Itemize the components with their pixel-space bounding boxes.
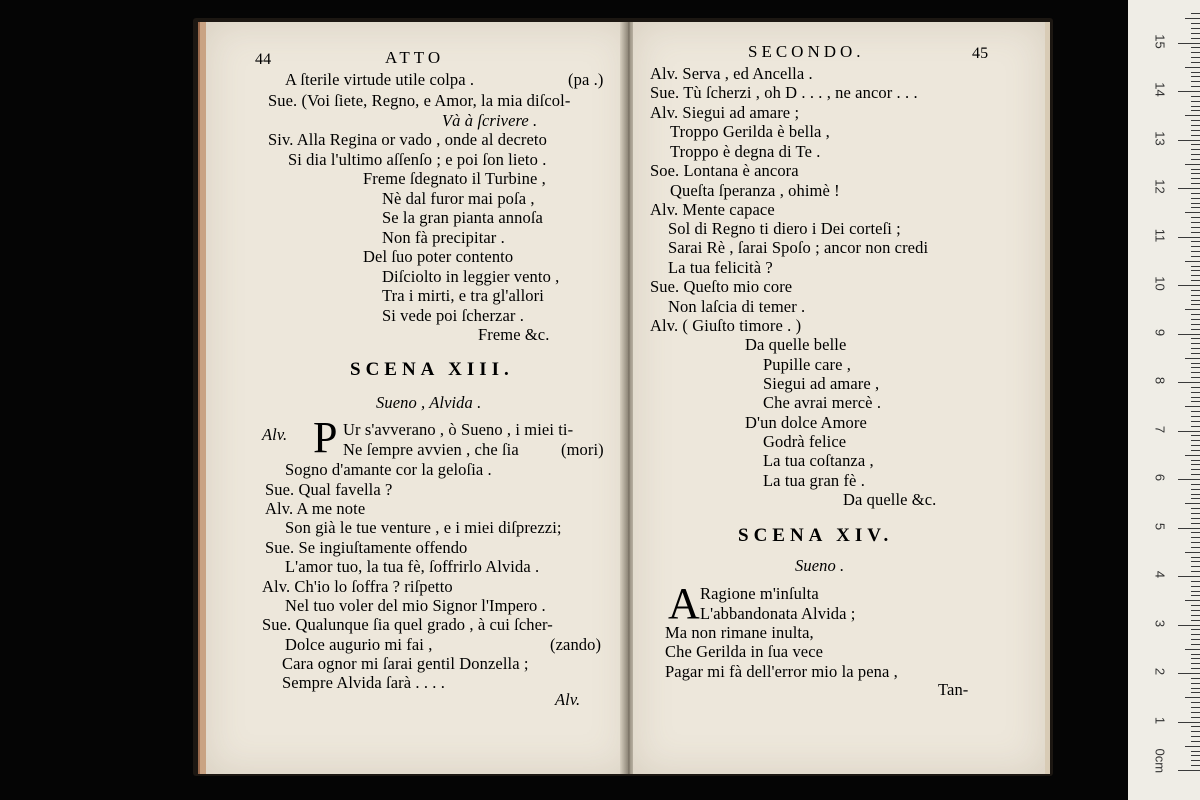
ruler-tick (1191, 474, 1200, 475)
text-line: Nel tuo voler del mio Signor l'Impero . (285, 596, 546, 615)
ruler-tick (1191, 416, 1200, 417)
text-line: Soe. Lontana è ancora (650, 161, 799, 180)
ruler-tick (1191, 397, 1200, 398)
text-line: Se la gran pianta annoſa (382, 208, 543, 227)
measuring-ruler (1128, 0, 1200, 800)
right-running-head: SECONDO. (748, 42, 865, 61)
ruler-tick (1191, 421, 1200, 422)
text-line: Troppo Gerilda è bella , (670, 122, 830, 141)
ruler-tick (1191, 207, 1200, 208)
ruler-tick (1191, 217, 1200, 218)
ruler-tick (1191, 367, 1200, 368)
text-line: Che avrai mercè . (763, 393, 882, 412)
ruler-tick (1178, 722, 1200, 723)
ruler-tick (1191, 348, 1200, 349)
ruler-tick (1185, 164, 1200, 165)
ruler-tick (1191, 595, 1200, 596)
ruler-tick (1191, 620, 1200, 621)
ruler-tick (1191, 658, 1200, 659)
text-line: A ſterile virtude utile colpa . (285, 70, 475, 89)
ruler-tick (1185, 503, 1200, 504)
ruler-tick (1191, 751, 1200, 752)
ruler-tick (1191, 295, 1200, 296)
ruler-tick (1191, 23, 1200, 24)
text-line: La tua coſtanza , (763, 451, 874, 470)
ruler-tick (1191, 38, 1200, 39)
ruler-tick (1191, 251, 1200, 252)
text-line: Sue. Tù ſcherzi , oh D . . . , ne ancor . . . (650, 83, 918, 102)
ruler-tick (1191, 52, 1200, 53)
ruler-tick (1178, 334, 1200, 335)
text-line: Dolce augurio mi fai , (285, 635, 433, 654)
left-page-number: 44 (255, 51, 272, 68)
ruler-label: 5 (1152, 522, 1168, 530)
text-line: Freme ſdegnato il Turbine , (363, 169, 546, 188)
text-line: Non laſcia di temer . (668, 297, 806, 316)
ruler-label: 4 (1152, 570, 1168, 579)
ruler-tick (1191, 72, 1200, 73)
ruler-tick (1191, 183, 1200, 184)
scene-characters: Sueno . (795, 556, 845, 575)
ruler-tick (1191, 445, 1200, 446)
ruler-tick (1191, 736, 1200, 737)
text-line: L'amor tuo, la tua fè, ſoffrirlo Alvida . (285, 557, 540, 576)
ruler-tick (1191, 314, 1200, 315)
ruler-tick (1191, 537, 1200, 538)
ruler-tick (1191, 547, 1200, 548)
ruler-tick (1191, 668, 1200, 669)
text-line: Da quelle &c. (843, 490, 937, 509)
ruler-tick (1191, 489, 1200, 490)
ruler-tick (1191, 28, 1200, 29)
ruler-label: 1 (1152, 716, 1168, 724)
ruler-tick (1191, 222, 1200, 223)
ruler-tick (1191, 741, 1200, 742)
ruler-tick (1191, 154, 1200, 155)
text-line: Alv. A me note (265, 499, 366, 518)
ruler-tick (1191, 149, 1200, 150)
ruler-label: 2 (1152, 667, 1168, 676)
ruler-tick (1191, 178, 1200, 179)
ruler-tick (1191, 232, 1200, 233)
ruler-tick (1191, 110, 1200, 111)
speaker-label: Alv. (262, 425, 288, 444)
ruler-label: 13 (1152, 130, 1168, 146)
text-line: Sue. (Voi ſiete, Regno, e Amor, la mia diſcol- (268, 91, 571, 110)
ruler-tick (1191, 518, 1200, 519)
ruler-tick (1191, 280, 1200, 281)
ruler-tick (1185, 67, 1200, 68)
ruler-tick (1191, 731, 1200, 732)
ruler-tick (1191, 125, 1200, 126)
ruler-tick (1178, 285, 1200, 286)
ruler-tick (1178, 43, 1200, 44)
ruler-tick (1185, 455, 1200, 456)
text-line: Nè dal furor mai poſa , (382, 189, 535, 208)
ruler-tick (1191, 120, 1200, 121)
ruler-tick (1191, 765, 1200, 766)
ruler-tick (1191, 363, 1200, 364)
text-line: Da quelle belle (745, 335, 847, 354)
ruler-tick (1191, 566, 1200, 567)
ruler-tick (1191, 581, 1200, 582)
ruler-tick (1191, 173, 1200, 174)
text-line: Ur s'avverano , ò Sueno , i miei ti- (343, 420, 574, 439)
stage-direction: Và à ſcrivere . (442, 111, 538, 130)
ruler-tick (1191, 469, 1200, 470)
ruler-label: 8 (1152, 376, 1168, 385)
ruler-tick (1191, 712, 1200, 713)
ruler-tick (1191, 193, 1200, 194)
drop-cap: P (313, 413, 338, 462)
text-line: Queſta ſperanza , ohimè ! (670, 181, 840, 200)
ruler-tick (1191, 319, 1200, 320)
ruler-tick (1191, 717, 1200, 718)
text-line: Siv. Alla Regina or vado , onde al decreto (268, 130, 547, 149)
ruler-tick (1191, 57, 1200, 58)
ruler-label: 3 (1152, 619, 1168, 627)
text-line: Non fà precipitar . (382, 228, 505, 247)
ruler-tick (1191, 338, 1200, 339)
ruler-tick (1191, 688, 1200, 689)
ruler-tick (1191, 343, 1200, 344)
ruler-tick (1191, 300, 1200, 301)
ruler-tick (1191, 557, 1200, 558)
ruler-tick (1191, 62, 1200, 63)
ruler-tick (1178, 237, 1200, 238)
ruler-tick (1191, 159, 1200, 160)
ruler-label: 6 (1152, 473, 1168, 482)
ruler-tick (1178, 188, 1200, 189)
text-line: Sue. Queſto mio core (650, 277, 793, 296)
ruler-tick (1191, 387, 1200, 388)
ruler-tick (1191, 464, 1200, 465)
ruler-tick (1191, 508, 1200, 509)
ruler-tick (1185, 552, 1200, 553)
ruler-tick (1191, 275, 1200, 276)
ruler-tick (1191, 411, 1200, 412)
text-line: Ne ſempre avvien , che ſia (343, 440, 519, 459)
text-line: Si vede poi ſcherzar . (382, 306, 524, 325)
text-line: Si dia l'ultimo aſſenſo ; e poi ſon lieto . (288, 150, 547, 169)
text-line: Freme &c. (478, 325, 550, 344)
ruler-tick (1185, 649, 1200, 650)
text-line: Alv. Siegui ad amare ; (650, 103, 800, 122)
ruler-tick (1191, 324, 1200, 325)
text-line: L'abbandonata Alvida ; (700, 604, 856, 623)
ruler-tick (1191, 377, 1200, 378)
catchword: Alv. (555, 690, 581, 709)
text-line: Sogno d'amante cor la geloſia . (285, 460, 492, 479)
ruler-tick (1191, 692, 1200, 693)
ruler-tick (1191, 726, 1200, 727)
text-line: Alv. Mente capace (650, 200, 775, 219)
ruler-tick (1185, 406, 1200, 407)
ruler-tick (1191, 605, 1200, 606)
scene-heading: SCENA XIV. (738, 525, 894, 546)
text-line: Sarai Rè , ſarai Spoſo ; ancor non credi (668, 238, 929, 257)
ruler-tick (1191, 513, 1200, 514)
ruler-tick (1185, 309, 1200, 310)
text-line: Troppo è degna di Te . (670, 142, 821, 161)
text-line: Ragione m'inſulta (700, 584, 819, 603)
ruler-tick (1191, 435, 1200, 436)
ruler-tick (1191, 644, 1200, 645)
ruler-tick (1191, 329, 1200, 330)
text-line: Siegui ad amare , (763, 374, 880, 393)
ruler-tick (1191, 392, 1200, 393)
ruler-tick (1178, 140, 1200, 141)
ruler-tick (1191, 241, 1200, 242)
ruler-tick (1191, 76, 1200, 77)
ruler-tick (1191, 542, 1200, 543)
ruler-label: 11 (1152, 228, 1168, 242)
text-line: Sue. Qualunque ſia quel grado , à cui ſcher- (262, 615, 553, 634)
left-running-head: ATTO (385, 48, 445, 67)
ruler-tick (1185, 115, 1200, 116)
ruler-tick (1191, 106, 1200, 107)
text-line: Alv. ( Giuſto timore . ) (650, 316, 802, 335)
ruler-tick (1191, 426, 1200, 427)
ruler-tick (1191, 304, 1200, 305)
ruler-tick (1191, 33, 1200, 34)
text-line: Tra i mirti, e tra gl'allori (382, 286, 544, 305)
ruler-tick (1191, 639, 1200, 640)
text-line: Ma non rimane inulta, (665, 623, 814, 642)
text-line: La tua felicità ? (668, 258, 773, 277)
catchword: Tan- (938, 680, 969, 699)
drop-cap: A (668, 579, 700, 628)
ruler-tick (1178, 673, 1200, 674)
text-line: Son già le tue venture , e i miei diſprezzi; (285, 518, 562, 537)
ruler-tick (1185, 18, 1200, 19)
ruler-tick (1191, 372, 1200, 373)
text-line: La tua gran fè . (763, 471, 865, 490)
text-line: Sue. Se ingiuſtamente offendo (265, 538, 468, 557)
ruler-tick (1191, 86, 1200, 87)
ruler-tick (1178, 431, 1200, 432)
ruler-tick (1191, 401, 1200, 402)
ruler-tick (1191, 440, 1200, 441)
ruler-tick (1191, 290, 1200, 291)
ruler-tick (1191, 707, 1200, 708)
ruler-tick (1178, 479, 1200, 480)
ruler-tick (1191, 169, 1200, 170)
ruler-tick (1191, 634, 1200, 635)
text-line: D'un dolce Amore (745, 413, 867, 432)
text-line: Sue. Qual favella ? (265, 480, 393, 499)
text-line: Sempre Alvida ſarà . . . . (282, 673, 445, 692)
ruler-tick (1191, 683, 1200, 684)
ruler-tick (1191, 494, 1200, 495)
ruler-tick (1191, 532, 1200, 533)
ruler-tick (1191, 523, 1200, 524)
ruler-tick (1185, 697, 1200, 698)
ruler-tick (1178, 528, 1200, 529)
ruler-tick (1191, 96, 1200, 97)
ruler-tick (1191, 629, 1200, 630)
ruler-label: 10 (1152, 276, 1168, 291)
ruler-tick (1191, 460, 1200, 461)
ruler-tick (1178, 576, 1200, 577)
ruler-tick (1191, 101, 1200, 102)
ruler-tick (1178, 91, 1200, 92)
scene-heading: SCENA XIII. (350, 359, 514, 380)
ruler-tick (1191, 270, 1200, 271)
text-line: (pa .) (568, 70, 604, 89)
ruler-tick (1191, 498, 1200, 499)
ruler-label: 14 (1152, 82, 1168, 97)
ruler-label: 0cm (1152, 748, 1168, 774)
ruler-tick (1185, 212, 1200, 213)
ruler-tick (1178, 382, 1200, 383)
text-line: Diſciolto in leggier vento , (382, 267, 560, 286)
ruler-tick (1178, 770, 1200, 771)
ruler-tick (1185, 261, 1200, 262)
ruler-tick (1178, 625, 1200, 626)
ruler-tick (1191, 203, 1200, 204)
ruler-tick (1191, 663, 1200, 664)
ruler-label: 7 (1152, 425, 1168, 433)
ruler-tick (1185, 358, 1200, 359)
text-line: Pupille care , (763, 355, 851, 374)
text-line: Sol di Regno ti diero i Dei corteſi ; (668, 219, 901, 238)
ruler-tick (1191, 198, 1200, 199)
scene-characters: Sueno , Alvida . (376, 393, 482, 412)
text-line: Cara ognor mi ſarai gentil Donzella ; (282, 654, 529, 673)
ruler-tick (1191, 450, 1200, 451)
text-line: Pagar mi fà dell'error mio la pena , (665, 662, 898, 681)
ruler-tick (1191, 755, 1200, 756)
ruler-tick (1191, 484, 1200, 485)
ruler-tick (1191, 586, 1200, 587)
ruler-tick (1191, 760, 1200, 761)
ruler-tick (1185, 600, 1200, 601)
text-line: (mori) (561, 440, 604, 459)
ruler-tick (1191, 615, 1200, 616)
text-line: Alv. Ch'io lo ſoffra ? riſpetto (262, 577, 453, 596)
ruler-tick (1191, 610, 1200, 611)
ruler-tick (1185, 746, 1200, 747)
ruler-tick (1191, 561, 1200, 562)
ruler-tick (1191, 256, 1200, 257)
ruler-tick (1191, 135, 1200, 136)
ruler-tick (1191, 266, 1200, 267)
ruler-tick (1191, 678, 1200, 679)
text-line: Alv. Serva , ed Ancella . (650, 64, 813, 83)
text-line: Del ſuo poter contento (363, 247, 514, 266)
ruler-tick (1191, 130, 1200, 131)
ruler-label: 9 (1152, 328, 1168, 336)
ruler-tick (1191, 591, 1200, 592)
right-page-number: 45 (972, 45, 989, 62)
text-line: (zando) (550, 635, 602, 654)
ruler-tick (1191, 571, 1200, 572)
ruler-tick (1191, 227, 1200, 228)
text-line: Godrà felice (763, 432, 847, 451)
ruler-tick (1191, 246, 1200, 247)
ruler-tick (1191, 13, 1200, 14)
ruler-tick (1191, 702, 1200, 703)
ruler-tick (1191, 353, 1200, 354)
ruler-tick (1191, 81, 1200, 82)
ruler-label: 15 (1152, 33, 1168, 49)
ruler-tick (1191, 144, 1200, 145)
ruler-tick (1191, 47, 1200, 48)
ruler-tick (1191, 654, 1200, 655)
text-line: Che Gerilda in ſua vece (665, 642, 824, 661)
ruler-label: 12 (1152, 179, 1168, 194)
